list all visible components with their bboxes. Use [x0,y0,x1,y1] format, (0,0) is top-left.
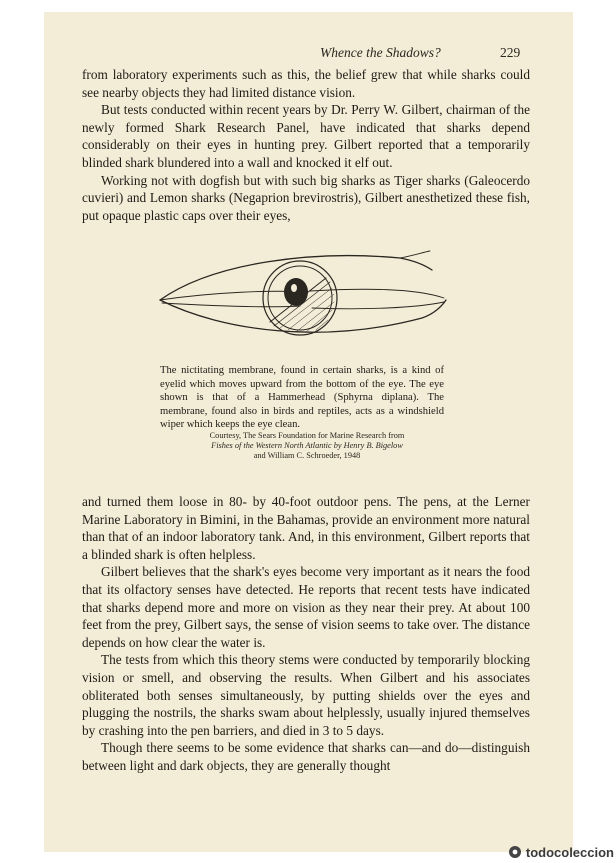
caption-text: The nictitating membrane, found in certain sharks, is a kind of eyelid which moves upward from the bottom of the eye. The eye shown is that of a Hammerhead (Sphyrna diplana). The membrane, found also in birds and reptiles, acts as a windshield wiper which keeps the eye clean. [160,365,444,431]
watermark-text: todocoleccion [525,844,614,860]
body-text-bottom [82,493,530,775]
paragraph: But tests conducted within recent years by Dr. Perry W. Gilbert, chairman of the newly formed Shark Research Panel, have indicated that sharks depend considerably on their eyes in hunting prey. Gilbert reported that a temporarily blinded shark blundered into a wall and knocked it elf out. [82,102,530,170]
page-number: 229 [500,45,521,60]
paragraph: Though there seems to be some evidence that sharks can—and do—distinguish between light and dark objects, they are generally thought [82,740,530,773]
body-text-top [82,66,530,224]
paragraph: Working not with dogfish but with such big sharks as Tiger sharks (Galeocerdo cuvieri) and Lemon sharks (Negaprion brevirostris), Gilbert anesthetized these fish, put opaque plastic caps over their eyes, [82,172,530,223]
running-header [44,45,573,61]
paragraph: The tests from which this theory stems were conducted by temporarily blocking vision or smell, and observing the results. When Gilbert and his associates obliterated both senses simultaneously, by putting shields over the eyes and plugging the nostrils, the sharks swam about helplessly, usually injured themselves by crashing into the pen barriers, and died in 3 to 5 days. [82,652,530,738]
figure-credit [162,431,452,462]
paragraph: Gilbert believes that the shark's eyes become very important as it nears the food that its olfactory senses have detected. He reports that recent tests have indicated that sharks depend more and more on vision as they near their prey. At about 100 feet from the prey, Gilbert says, the sense of vision seems to take over. The distance depends on how clear the water is. [82,564,530,650]
watermark [444,841,616,863]
credit-line: and William C. Schroeder, 1948 [253,451,361,461]
paragraph: from laboratory experiments such as this, the belief grew that while sharks could see nearby objects they had limited distance vision. [82,67,530,100]
credit-line: Fishes of the Western North Atlantic by Henry B. Bigelow [211,441,403,451]
credit-line: Courtesy, The Sears Foundation for Marine Research from [209,431,405,440]
figure-caption [160,364,444,432]
paragraph: and turned them loose in 80- by 40-foot outdoor pens. The pens, at the Lerner Marine Laboratory in Bimini, in the Bahamas, provide an environment more natural than that of an indoor laboratory tank. And, in this environment, Gilbert reports that a blinded shark is often helpless. [82,494,530,562]
todocoleccion-logo-icon [508,845,522,859]
book-page [44,12,573,852]
shark-eye-illustration [154,248,454,354]
running-title: Whence the Shadows? [320,45,441,60]
